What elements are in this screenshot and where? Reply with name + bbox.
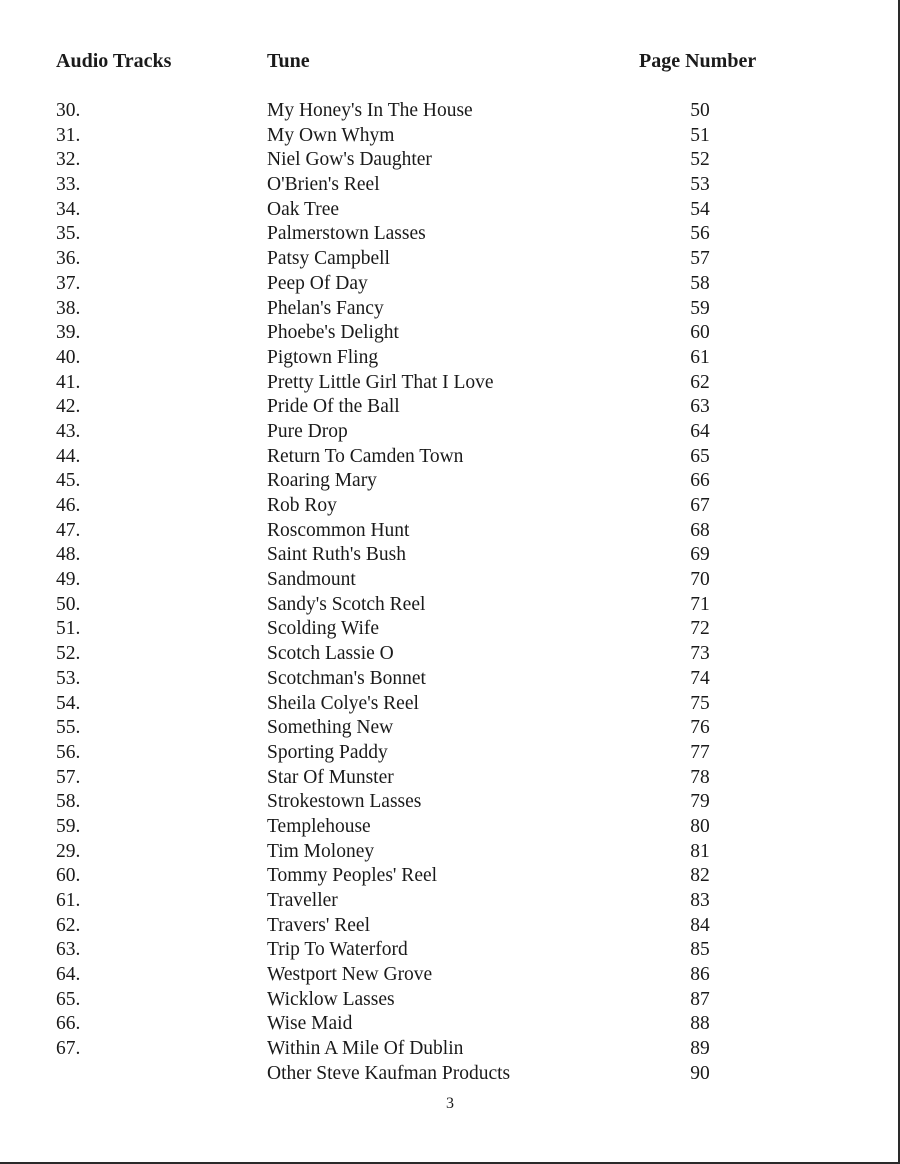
tune-title: Wicklow Lasses	[267, 988, 395, 1010]
page-number-footer: 3	[446, 1095, 454, 1112]
table-row	[0, 938, 900, 963]
tune-title: Wise Maid	[267, 1013, 353, 1035]
tune-title: Something New	[267, 717, 394, 739]
tune-title: Phoebe's Delight	[267, 322, 399, 344]
track-number: 66.	[56, 1013, 81, 1035]
page-number: 85	[690, 939, 710, 961]
page-number: 63	[690, 396, 710, 418]
tune-title: Niel Gow's Daughter	[267, 149, 432, 171]
tune-heading: Tune	[267, 50, 310, 72]
tune-title: Tim Moloney	[267, 840, 375, 862]
tune-title: Pride Of the Ball	[267, 396, 400, 418]
tune-title: Sandy's Scotch Reel	[267, 593, 426, 615]
track-number: 29.	[56, 840, 81, 862]
table-row	[0, 222, 900, 247]
table-row	[0, 469, 900, 494]
page-number: 79	[690, 791, 710, 813]
page-number: 52	[690, 149, 710, 171]
track-number: 43.	[56, 420, 81, 442]
table-row	[0, 247, 900, 272]
page-number: 71	[690, 593, 710, 615]
tune-title: Other Steve Kaufman Products	[267, 1062, 511, 1084]
page-number: 80	[690, 815, 710, 837]
tune-title: Pigtown Fling	[267, 346, 379, 368]
table-row	[0, 543, 900, 568]
tune-title: Tommy Peoples' Reel	[267, 865, 438, 887]
page-number: 58	[690, 272, 710, 294]
tune-title: Within A Mile Of Dublin	[267, 1038, 464, 1060]
track-number: 46.	[56, 495, 81, 516]
track-number: 63.	[56, 939, 81, 961]
table-row	[0, 741, 900, 766]
page-number: 87	[690, 988, 710, 1010]
track-number: 61.	[56, 890, 81, 911]
track-number: 58.	[56, 791, 81, 813]
page-number: 56	[690, 223, 710, 245]
tune-title: Roaring Mary	[267, 470, 377, 492]
table-row	[0, 988, 900, 1013]
page-number: 90	[690, 1062, 710, 1084]
table-row	[0, 840, 900, 865]
table-row	[0, 420, 900, 445]
table-row	[0, 1012, 900, 1037]
track-number: 34.	[56, 198, 81, 220]
tune-title: My Honey's In The House	[267, 100, 473, 121]
table-row	[0, 321, 900, 346]
tune-title: Strokestown Lasses	[267, 791, 422, 813]
page-number: 65	[690, 445, 710, 467]
table-row	[0, 889, 900, 914]
page-number: 59	[690, 297, 710, 319]
table-row	[0, 692, 900, 717]
tune-title: Trip To Waterford	[267, 939, 408, 961]
page-number: 86	[690, 964, 710, 986]
track-number: 62.	[56, 914, 81, 936]
table-row	[0, 914, 900, 939]
track-number: 56.	[56, 741, 81, 763]
track-number: 50.	[56, 593, 81, 615]
track-number: 65.	[56, 988, 81, 1010]
tune-title: Sandmount	[267, 569, 356, 591]
page-number: 57	[690, 248, 710, 270]
table-row	[0, 519, 900, 544]
page-number: 67	[690, 495, 710, 516]
table-row	[0, 642, 900, 667]
page-number: 83	[690, 890, 710, 911]
track-number: 60.	[56, 865, 81, 887]
track-number: 51.	[56, 618, 81, 640]
table-row	[0, 494, 900, 519]
table-row	[0, 667, 900, 692]
track-number: 36.	[56, 248, 81, 270]
page-number: 61	[690, 346, 710, 368]
track-number: 48.	[56, 544, 81, 566]
table-header	[0, 50, 900, 76]
table-row	[0, 963, 900, 988]
track-number: 47.	[56, 519, 81, 541]
page-number: 69	[690, 544, 710, 566]
track-number: 42.	[56, 396, 81, 418]
tune-title: Return To Camden Town	[267, 445, 464, 467]
page-number: 75	[690, 692, 710, 714]
table-row	[0, 1062, 900, 1087]
table-row	[0, 815, 900, 840]
track-number: 67.	[56, 1038, 81, 1060]
tune-title: Palmerstown Lasses	[267, 223, 426, 245]
page-number: 54	[690, 198, 710, 220]
page-number: 53	[690, 174, 710, 196]
track-number: 45.	[56, 470, 81, 492]
page-number: 74	[690, 667, 710, 689]
table-row	[0, 148, 900, 173]
track-number: 44.	[56, 445, 81, 467]
tune-title: O'Brien's Reel	[267, 174, 380, 196]
track-number: 39.	[56, 322, 81, 344]
track-number: 59.	[56, 815, 81, 837]
page-number: 60	[690, 322, 710, 344]
page-number: 82	[690, 865, 710, 887]
table-row	[0, 1037, 900, 1062]
audio-tracks-heading: Audio Tracks	[56, 50, 172, 72]
tune-title: My Own Whym	[267, 124, 395, 146]
tune-title: Sporting Paddy	[267, 741, 388, 763]
tune-title: Scotchman's Bonnet	[267, 667, 426, 689]
page-number: 89	[690, 1038, 710, 1060]
page-number-heading: Page Number	[639, 50, 757, 72]
table-row	[0, 297, 900, 322]
page-number: 78	[690, 766, 710, 788]
table-row	[0, 395, 900, 420]
track-number: 31.	[56, 124, 81, 146]
track-number: 37.	[56, 272, 81, 294]
table-row	[0, 198, 900, 223]
page-number: 73	[690, 643, 710, 665]
table-row	[0, 371, 900, 396]
track-number: 33.	[56, 174, 81, 196]
tune-title: Traveller	[267, 890, 338, 911]
table-row	[0, 593, 900, 618]
tune-title: Oak Tree	[267, 198, 340, 220]
page-number: 50	[690, 100, 710, 121]
page-number: 84	[690, 914, 710, 936]
page-number: 62	[690, 371, 710, 393]
track-number: 52.	[56, 643, 81, 665]
page-number: 66	[690, 470, 710, 492]
tune-title: Scotch Lassie O	[267, 643, 394, 665]
tune-title: Westport New Grove	[267, 964, 433, 986]
tune-title: Rob Roy	[267, 495, 337, 516]
page-number: 72	[690, 618, 710, 640]
tune-title: Phelan's Fancy	[267, 297, 384, 319]
tune-title: Scolding Wife	[267, 618, 380, 640]
table-row	[0, 766, 900, 791]
page-number: 70	[690, 569, 710, 591]
tune-title: Roscommon Hunt	[267, 519, 410, 541]
page-number: 51	[690, 124, 710, 146]
tune-title: Travers' Reel	[267, 914, 370, 936]
tune-title: Patsy Campbell	[267, 248, 390, 270]
track-number: 32.	[56, 149, 81, 171]
page-number: 68	[690, 519, 710, 541]
track-number: 30.	[56, 100, 81, 121]
table-row	[0, 272, 900, 297]
tune-title: Pretty Little Girl That I Love	[267, 371, 494, 393]
track-number: 54.	[56, 692, 81, 714]
table-row	[0, 99, 900, 124]
page-number: 76	[690, 717, 710, 739]
page-number: 81	[690, 840, 710, 862]
table-row	[0, 617, 900, 642]
table-row	[0, 568, 900, 593]
track-number: 40.	[56, 346, 81, 368]
page-number: 64	[690, 420, 710, 442]
table-row	[0, 716, 900, 741]
track-number: 49.	[56, 569, 81, 591]
tune-list	[0, 99, 900, 1087]
table-row	[0, 346, 900, 371]
track-number: 55.	[56, 717, 81, 739]
page-number: 77	[690, 741, 710, 763]
track-number: 57.	[56, 766, 81, 788]
track-number: 53.	[56, 667, 81, 689]
table-row	[0, 864, 900, 889]
table-row	[0, 124, 900, 149]
table-row	[0, 173, 900, 198]
table-row	[0, 445, 900, 470]
tune-title: Sheila Colye's Reel	[267, 692, 419, 714]
tune-title: Templehouse	[267, 815, 371, 837]
tune-title: Saint Ruth's Bush	[267, 544, 406, 566]
track-number: 38.	[56, 297, 81, 319]
tune-title: Star Of Munster	[267, 766, 394, 788]
track-number: 41.	[56, 371, 81, 393]
table-row	[0, 790, 900, 815]
track-number: 64.	[56, 964, 81, 986]
page-number: 88	[690, 1013, 710, 1035]
tune-title: Pure Drop	[267, 420, 348, 442]
track-number: 35.	[56, 223, 81, 245]
tune-title: Peep Of Day	[267, 272, 368, 294]
